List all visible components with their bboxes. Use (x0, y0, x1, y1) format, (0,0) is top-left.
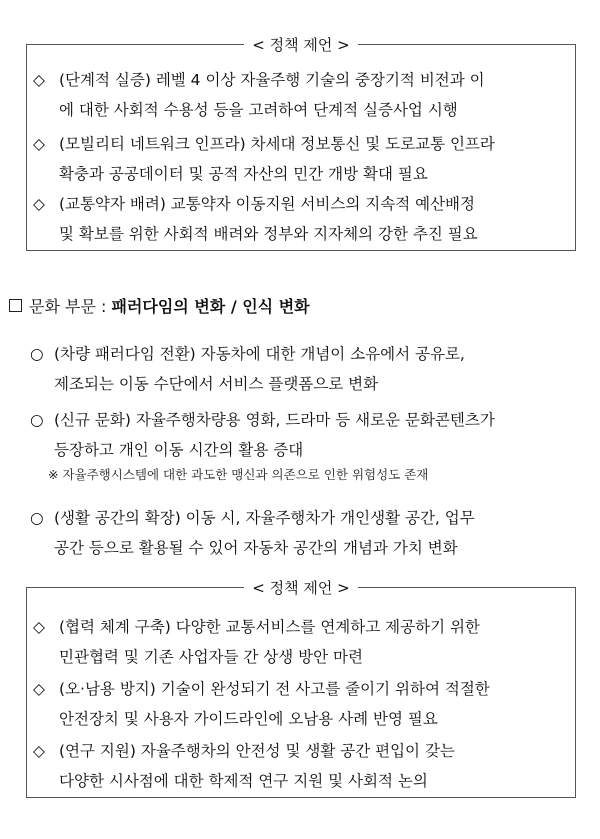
culture-item (30, 503, 572, 563)
diamond-bullet-icon: ◇ (33, 71, 45, 89)
proposal-item (33, 129, 565, 189)
proposal-line: (교통약자 배려) 교통약자 이동지원 서비스의 지속적 예산배정 (59, 195, 475, 213)
diamond-bullet-icon: ◇ (33, 742, 45, 760)
proposal-line: (단계적 실증) 레벨 4 이상 자율주행 기술의 중장기적 비전과 이 (59, 71, 485, 89)
footnote: ※ 자율주행시스템에 대한 과도한 맹신과 의존으로 인한 위험성도 존재 (48, 467, 429, 482)
proposal-item (33, 65, 565, 125)
section-title: 패러다임의 변화 / 인식 변화 (111, 297, 310, 316)
proposal-line: 민관협력 및 기존 사업자들 간 상생 방안 마련 (59, 648, 364, 666)
proposal-item (33, 736, 565, 796)
culture-line: 공간 등으로 활용될 수 있어 자동차 공간의 개념과 가치 변화 (54, 539, 458, 557)
proposal-item (33, 674, 565, 734)
circle-bullet-icon: ○ (30, 345, 44, 363)
box-title: < 정책 제언 > (244, 579, 357, 597)
square-bullet-icon (9, 299, 22, 312)
proposal-line: 확충과 공공데이터 및 공적 자산의 민간 개방 확대 필요 (59, 165, 428, 183)
proposal-line: (협력 체계 구축) 다양한 교통서비스를 연계하고 제공하기 위한 (59, 618, 480, 636)
proposal-line: 에 대한 사회적 수용성 등을 고려하여 단계적 실증사업 시행 (59, 101, 458, 119)
culture-line: 등장하고 개인 이동 시간의 활용 증대 (54, 441, 304, 459)
circle-bullet-icon: ○ (30, 509, 44, 527)
section-prefix: 문화 부문 : (29, 297, 112, 316)
diamond-bullet-icon: ◇ (33, 135, 45, 153)
culture-line: (차량 패러다임 전환) 자동차에 대한 개념이 소유에서 공유로, (54, 345, 465, 363)
section-heading (9, 295, 310, 319)
culture-item (30, 339, 572, 399)
circle-bullet-icon: ○ (30, 411, 44, 429)
diamond-bullet-icon: ◇ (33, 680, 45, 698)
proposal-line: 다양한 시사점에 대한 학제적 연구 지원 및 사회적 논의 (59, 772, 428, 790)
proposal-item (33, 189, 565, 249)
proposal-line: (모빌리티 네트워크 인프라) 차세대 정보통신 및 도로교통 인프라 (59, 135, 495, 153)
culture-line: (신규 문화) 자율주행차량용 영화, 드라마 등 새로운 문화콘텐츠가 (54, 411, 495, 429)
proposal-line: (오·남용 방지) 기술이 완성되기 전 사고를 줄이기 위하여 적절한 (59, 680, 490, 698)
policy-proposal-box-1 (26, 36, 576, 251)
proposal-line: (연구 지원) 자율주행차의 안전성 및 생활 공간 편입이 갖는 (59, 742, 455, 760)
culture-line: (생활 공간의 확장) 이동 시, 자율주행차가 개인생활 공간, 업무 (54, 509, 475, 527)
box-title: < 정책 제언 > (244, 36, 357, 54)
culture-item (30, 405, 572, 465)
policy-proposal-box-2 (26, 579, 576, 798)
diamond-bullet-icon: ◇ (33, 195, 45, 213)
proposal-item (33, 612, 565, 672)
culture-line: 제조되는 이동 수단에서 서비스 플랫폼으로 변화 (54, 375, 379, 393)
proposal-line: 및 확보를 위한 사회적 배려와 정부와 지자체의 강한 추진 필요 (59, 225, 478, 243)
proposal-line: 안전장치 및 사용자 가이드라인에 오남용 사례 반영 필요 (59, 710, 438, 728)
diamond-bullet-icon: ◇ (33, 618, 45, 636)
